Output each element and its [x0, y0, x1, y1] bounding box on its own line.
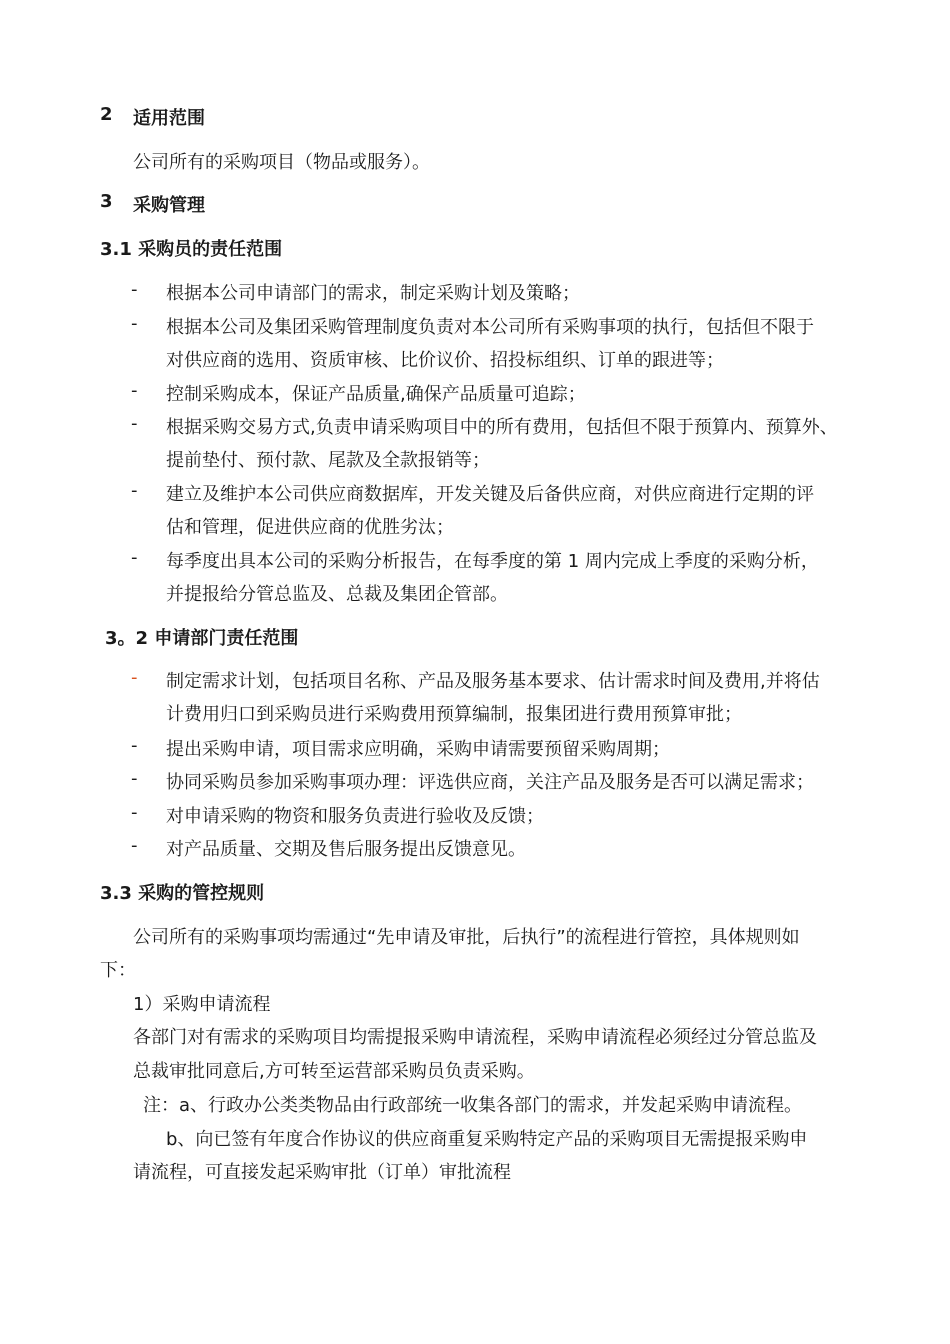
bullet-text: 估和管理，促进供应商的优胜劣汰； — [166, 517, 454, 538]
bullet-text: 对申请采购的物资和服务负责进行验收及反馈； — [166, 806, 544, 827]
bullet-text: 提前垫付、预付款、尾款及全款报销等； — [166, 450, 490, 471]
paragraph-line: 下： — [100, 960, 136, 981]
bullet-text: 提出采购申请，项目需求应明确，采购申请需要预留采购周期； — [166, 739, 670, 760]
section-title: 适用范围 — [133, 108, 205, 129]
bullet-text: 对供应商的选用、资质审核、比价议价、招投标组织、订单的跟进等； — [166, 350, 724, 371]
subsection-heading: 3。2 申请部门责任范围 — [105, 628, 299, 649]
paragraph-line: 总裁审批同意后,方可转至运营部采购员负责采购。 — [133, 1061, 535, 1082]
bullet-marker: - — [131, 667, 138, 688]
section-title: 采购管理 — [133, 195, 205, 216]
section-heading — [100, 191, 205, 216]
bullet-text: 根据本公司及集团采购管理制度负责对本公司所有采购事项的执行，包括但不限于 — [166, 317, 814, 338]
bullet-marker: - — [131, 380, 138, 401]
note-line: 注：a、行政办公类类物品由行政部统一收集各部门的需求，并发起采购申请流程。 — [143, 1095, 803, 1116]
section-number: 3 — [100, 191, 113, 212]
bullet-marker: - — [131, 768, 138, 789]
bullet-marker: - — [131, 802, 138, 823]
bullet-marker: - — [131, 279, 138, 300]
bullet-marker: - — [131, 480, 138, 501]
bullet-text: 每季度出具本公司的采购分析报告，在每季度的第 1 周内完成上季度的采购分析， — [166, 551, 819, 572]
bullet-text: 并提报给分管总监及、总裁及集团企管部。 — [166, 584, 508, 605]
bullet-text: 根据采购交易方式,负责申请采购项目中的所有费用，包括但不限于预算内、预算外、 — [166, 417, 838, 438]
section-heading — [100, 104, 205, 129]
bullet-marker: - — [131, 835, 138, 856]
bullet-text: 控制采购成本，保证产品质量,确保产品质量可追踪； — [166, 384, 586, 405]
subheading: 1）采购申请流程 — [133, 994, 271, 1015]
paragraph-line: 各部门对有需求的采购项目均需提报采购申请流程，采购申请流程必须经过分管总监及 — [133, 1027, 817, 1048]
subsection-heading: 3.1 采购员的责任范围 — [100, 239, 283, 260]
bullet-text: 协同采购员参加采购事项办理：评选供应商，关注产品及服务是否可以满足需求； — [166, 772, 814, 793]
section-body: 公司所有的采购项目（物品或服务）。 — [133, 152, 430, 173]
bullet-text: 制定需求计划，包括项目名称、产品及服务基本要求、估计需求时间及费用,并将估 — [166, 671, 820, 692]
bullet-text: 根据本公司申请部门的需求，制定采购计划及策略； — [166, 283, 580, 304]
bullet-marker: - — [131, 547, 138, 568]
bullet-marker: - — [131, 313, 138, 334]
bullet-text: 计费用归口到采购员进行采购费用预算编制，报集团进行费用预算审批； — [166, 704, 742, 725]
bullet-text: 对产品质量、交期及售后服务提出反馈意见。 — [166, 839, 526, 860]
note-line: b、向已签有年度合作协议的供应商重复采购特定产品的采购项目无需提报采购申 — [166, 1129, 808, 1150]
bullet-marker: - — [131, 413, 138, 434]
bullet-marker: - — [131, 735, 138, 756]
note-line: 请流程，可直接发起采购审批（订单）审批流程 — [133, 1162, 511, 1183]
bullet-text: 建立及维护本公司供应商数据库，开发关键及后备供应商，对供应商进行定期的评 — [166, 484, 814, 505]
paragraph-line: 公司所有的采购事项均需通过“先申请及审批，后执行”的流程进行管控，具体规则如 — [133, 927, 800, 948]
section-number: 2 — [100, 104, 113, 125]
subsection-heading: 3.3 采购的管控规则 — [100, 883, 265, 904]
